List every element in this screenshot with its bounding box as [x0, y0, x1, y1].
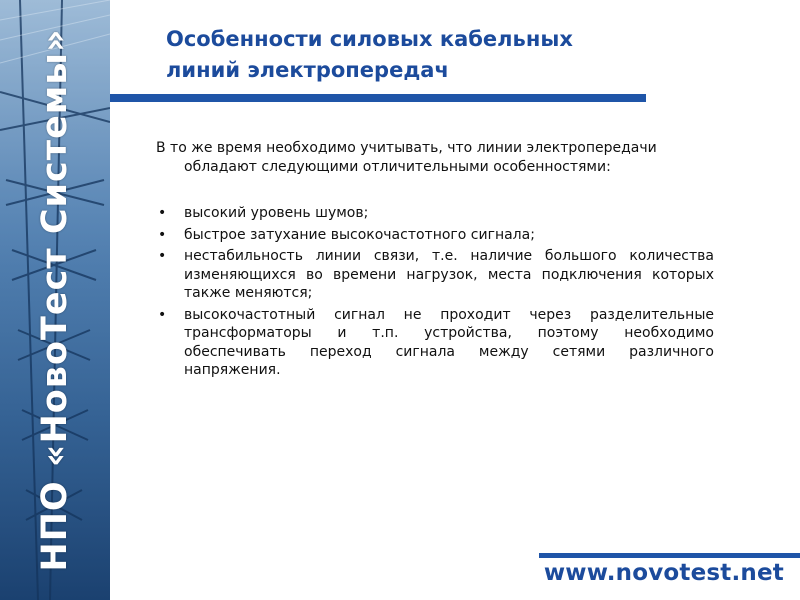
bullet-mark: • [158, 226, 167, 243]
side-photo-band [0, 0, 110, 600]
slide-title-line-1: Особенности силовых кабельных [166, 27, 573, 51]
list-item-text: высокочастотный сигнал не проходит через разделительные трансформаторы и т.п. устройства, поэтому необходимо обеспечивать переход сигнала между сетями различного напряжения. [184, 306, 714, 378]
vertical-company-name: НПО «НовоТест Системы» [35, 28, 75, 572]
bullet-mark: • [158, 248, 167, 264]
list-item [156, 226, 714, 245]
features-list [156, 204, 714, 380]
bullet-mark: • [158, 306, 167, 323]
list-item-text: высокий уровень шумов; [184, 205, 369, 221]
website-url[interactable]: www.novotest.net [543, 560, 784, 586]
list-item [156, 204, 714, 223]
slide-title-line-2: линий электропередач [166, 58, 449, 82]
title-divider [110, 94, 646, 102]
list-item [156, 306, 714, 380]
list-item [156, 247, 714, 303]
list-item-text: быстрое затухание высокочастотного сигнала; [184, 226, 535, 243]
bullet-mark: • [158, 205, 167, 221]
footer-divider [539, 553, 800, 558]
slide-body [156, 139, 714, 383]
slide-title [166, 24, 686, 86]
intro-paragraph: В то же время необходимо учитывать, что линии электропередачи обладают следующими отличительными особенностями: [156, 140, 657, 175]
list-item-text: нестабильность линии связи, т.е. наличие большого количества изменяющихся во времени нагрузок, места подключения которых также меняются; [184, 248, 714, 301]
